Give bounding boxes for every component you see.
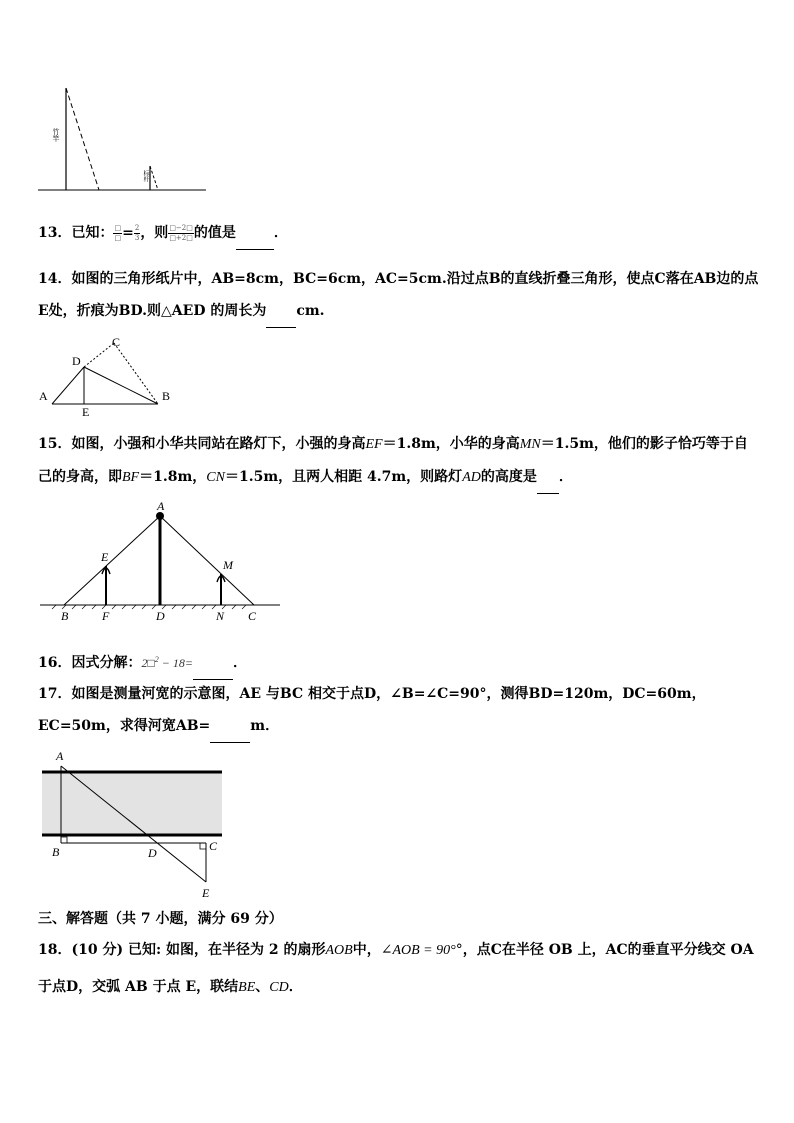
stick-label: 标杆 <box>142 170 149 182</box>
side-ad <box>52 367 84 404</box>
q16-answer-blank[interactable] <box>193 647 233 680</box>
q13-answer-blank[interactable] <box>236 217 274 250</box>
q14-answer-blank[interactable] <box>266 295 296 328</box>
question-14: 14．如图的三角形纸片中，AB=8cm，BC=6cm，AC=5cm.沿过点B的直线折叠三角形，使点C落在AB边的点E处，折痕为BD.则△AED 的周长为 cm. <box>38 263 760 328</box>
fig17-label-d: D <box>148 846 157 860</box>
crease-bd <box>84 367 158 404</box>
fig14-label-d: D <box>72 354 81 368</box>
figure-river-width <box>36 748 232 900</box>
fig17-label-a: A <box>56 749 64 763</box>
q16-expression: 2□$^2$ − 18= <box>141 655 193 670</box>
fig14-label-c: C <box>112 335 121 349</box>
fig15-label-d: D <box>156 609 165 623</box>
q13-then: ，则 <box>140 225 169 241</box>
q15-answer-blank[interactable] <box>537 461 559 494</box>
fig15-label-c: C <box>248 609 257 623</box>
question-13: 13．已知： $\frac{□}{□}$ = $\frac{2}{3}$ ，则 $\frac{□-2□}{□+2□}$ 的值是 ． <box>38 217 760 250</box>
section-3-title: 三、解答题（共 7 小题，满分 69 分） <box>38 911 283 927</box>
ray-ab <box>64 516 160 605</box>
fig15-label-m: M <box>223 558 233 572</box>
q13-fraction-expr: $\frac{□-2□}{□+2□}$ <box>169 223 193 242</box>
fig15-label-n: N <box>216 609 225 623</box>
figure-triangle-fold <box>36 334 176 420</box>
pole-shadow-ray <box>66 88 99 190</box>
figure-street-lamp <box>36 500 286 612</box>
fig14-label-b: B <box>162 389 171 403</box>
ray-ac <box>160 516 254 605</box>
fig15-label-e: E <box>101 550 109 564</box>
fig15-label-a: A <box>157 499 165 513</box>
pole-label: 竹竿 <box>52 128 60 142</box>
fig14-label-a: A <box>39 389 48 403</box>
q13-fraction-2-3: $\frac{2}{3}$ <box>134 223 140 242</box>
fig14-label-e: E <box>82 405 90 419</box>
question-16: 16．因式分解：2□$^2$ − 18= ． <box>38 644 760 680</box>
stick-shadow-ray <box>150 166 158 190</box>
question-17: 17．如图是测量河宽的示意图，AE 与BC 相交于点D，∠B=∠C=90°，测得BD=120m，DC=60m，EC=50m，求得河宽AB= m． <box>38 678 760 743</box>
river <box>42 772 222 835</box>
folded-cb <box>114 343 158 404</box>
fig15-label-f: F <box>102 609 110 623</box>
fig17-label-c: C <box>209 839 218 853</box>
q13-fraction-a-over-b: $\frac{□}{□}$ <box>114 223 122 242</box>
q13-prefix: 13．已知： <box>38 225 114 241</box>
right-angle-b <box>61 837 67 843</box>
folded-dc <box>84 343 114 367</box>
figure-bamboo-shadow <box>36 84 212 194</box>
q14-text: 14．如图的三角形纸片中，AB=8cm，BC=6cm，AC=5cm.沿过点B的直线折叠三角形，使点C落在AB边的点E处，折痕为BD.则△AED 的周长为 <box>38 271 759 319</box>
question-18: 18．(10 分) 已知: 如图，在半径为 2 的扇形AOB中，∠AOB = 90°°，点C在半径 OB 上，AC的垂直平分线交 OA 于点D，交弧 AB 于点 E，联结BE、CD． <box>38 942 754 995</box>
fig17-label-b: B <box>52 845 60 859</box>
right-angle-c <box>200 843 206 849</box>
q18-angle: ∠AOB = 90° <box>380 943 456 958</box>
q13-suffix: 的值是 <box>193 225 236 241</box>
fig15-label-b: B <box>61 609 69 623</box>
question-15: 15．如图，小强和小华共同站在路灯下，小强的身高EF＝1.8m，小华的身高MN＝1.5m，他们的影子恰巧等于自己的身高，即BF＝1.8m，CN＝1.5m，且两人相距 4.7m，则路灯AD的高度是 ． <box>38 428 760 494</box>
fig17-label-e: E <box>202 886 210 900</box>
q13-equals: = <box>122 225 134 241</box>
q17-answer-blank[interactable] <box>210 710 250 743</box>
